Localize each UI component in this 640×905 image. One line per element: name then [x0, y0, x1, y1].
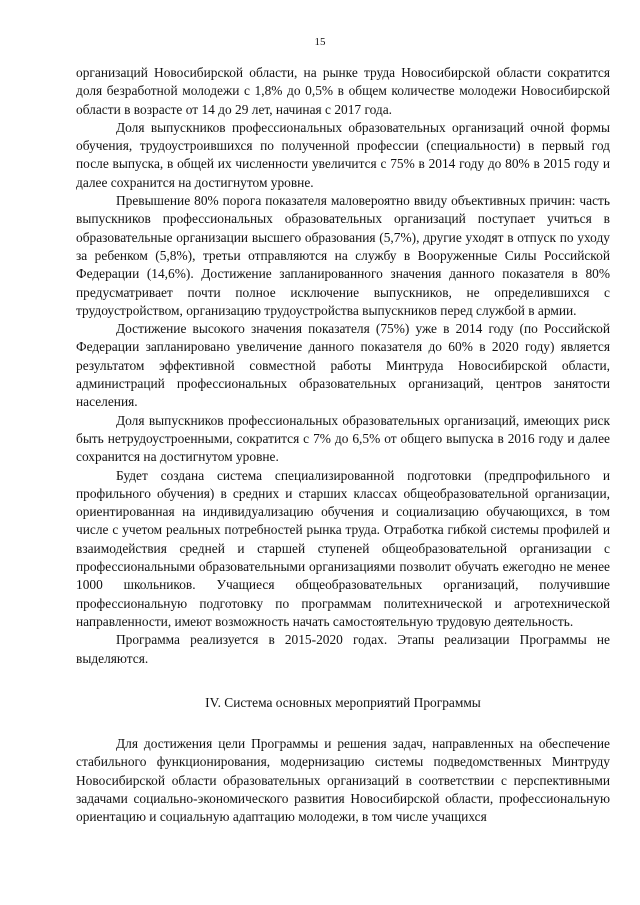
paragraph: Достижение высокого значения показателя (75%) уже в 2014 году (по Российской Федерации запланировано увеличение данного показателя до 60% в 2020 году) является результатом эффективной совместной работы Минтруда Новосибирской области, администраций профессиональных образовательных организаций, центров занятости населения.: [76, 321, 610, 410]
body-text: [76, 64, 610, 827]
paragraph: Будет создана система специализированной подготовки (предпрофильного и профильного обучения) в средних и старших классах общеобразовательной организации, ориентированная на индивидуализацию обучения и социализацию обучающихся, в том числе с учетом реальных потребностей рынка труда. Отработка гибкой системы профилей и взаимодействия средней и старшей ступеней общеобразовательной организации с профессиональными образовательными организациями позволит обучать ежегодно не менее 1000 школьников. Учащиеся общеобразовательных организаций, получившие профессиональную подготовку по программам политехнической и агротехнической направленности, имеют возможность начать самостоятельную трудовую деятельность.: [76, 467, 610, 629]
paragraph: Для достижения цели Программы и решения задач, направленных на обеспечение стабильного функционирования, модернизацию системы подведомственных Минтруду Новосибирской области образовательных организаций в соответствии с перспективными задачами социально-экономического развития Новосибирской области, профессиональную ориентацию и социальную адаптацию молодежи, в том числе учащихся: [76, 736, 610, 825]
paragraph: Доля выпускников профессиональных образовательных организаций, имеющих риск быть нетрудоустроенными, сократится с 7% до 6,5% от общего выпуска в 2016 году и далее сохранится на достигнутом уровне.: [76, 412, 610, 465]
paragraph: Программа реализуется в 2015-2020 годах. Этапы реализации Программы не выделяются.: [76, 632, 610, 666]
paragraph: Превышение 80% порога показателя маловероятно ввиду объективных причин: часть выпускников профессиональных образовательных организаций поступает учиться в образовательные организации высшего образования (5,7%), другие уходят в отпуск по уходу за ребенком (5,8%), третьи отправляются на службу в Вооруженные Силы Российской Федерации (14,6%). Достижение запланированного значения данного показателя в 80% предусматривает почти полное исключение выпускников, не определившихся с трудоустройством, организацию трудоустройства выпускников перед службой в армии.: [76, 193, 610, 318]
section-heading: IV. Система основных мероприятий Программы: [205, 694, 481, 710]
page-number: 15: [314, 36, 326, 48]
paragraph: Доля выпускников профессиональных образовательных организаций очной формы обучения, трудоустроившихся по полученной профессии (специальности) в первый год после выпуска, в общей их численности увеличится с 75% в 2014 году до 80% в 2015 году и далее сохранится на достигнутом уровне.: [76, 119, 610, 190]
paragraph: организаций Новосибирской области, на рынке труда Новосибирской области сократится доля безработной молодежи с 1,8% до 0,5% в общем количестве молодежи Новосибирской области в возрасте от 14 до 29 лет, начиная с 2017 года.: [76, 65, 610, 117]
